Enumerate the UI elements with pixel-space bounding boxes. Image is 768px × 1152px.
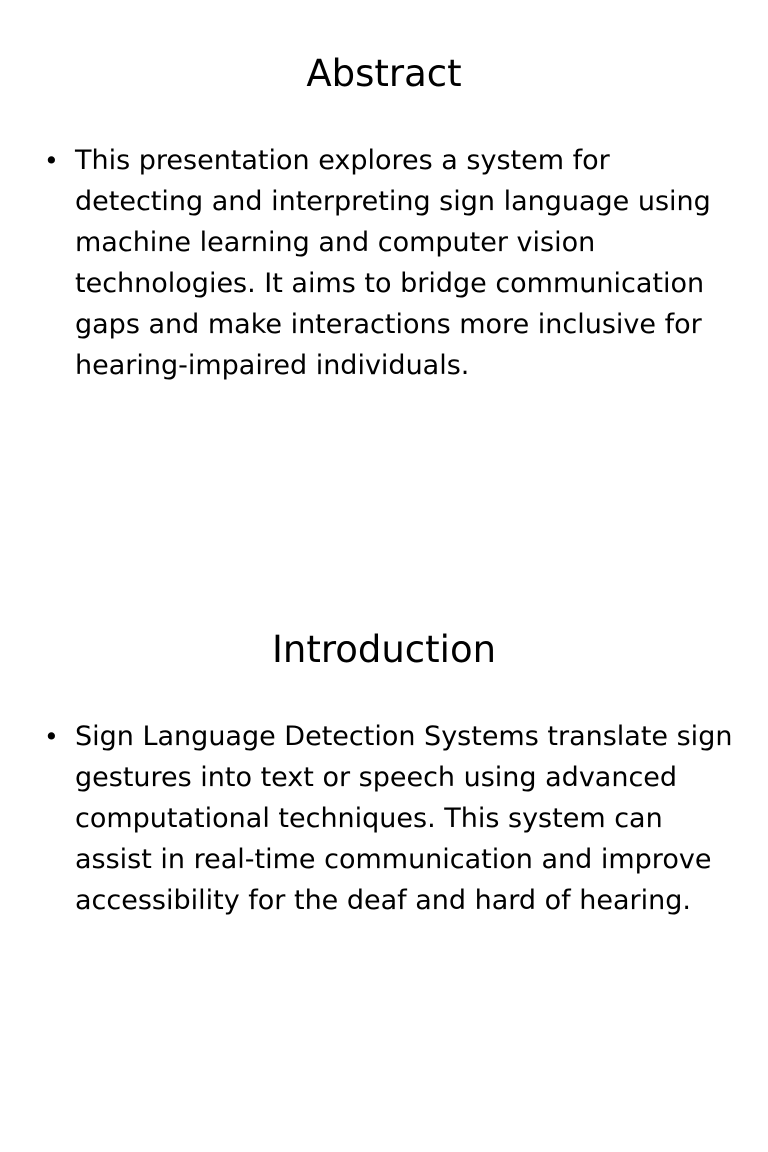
bullet-text: This presentation explores a system for detecting and interpreting sign language using machine learning and computer vision technologies. It aims to bridge communication gaps and make interactions more inclusive for hearing-impaired individuals. bbox=[75, 145, 711, 381]
slide-title: Abstract bbox=[306, 52, 462, 95]
bullet-icon: • bbox=[44, 722, 59, 751]
slide-title: Introduction bbox=[271, 628, 497, 671]
bullet-icon: • bbox=[44, 146, 59, 175]
bullet-item bbox=[44, 140, 734, 386]
bullet-list bbox=[44, 716, 734, 921]
bullet-text: Sign Language Detection Systems translate sign gestures into text or speech using advanced computational techniques. This system can assist in real-time communication and improve accessibility for the deaf and hard of hearing. bbox=[75, 721, 733, 916]
bullet-list bbox=[44, 140, 734, 386]
bullet-item bbox=[44, 716, 734, 921]
slide-introduction bbox=[0, 576, 768, 1152]
